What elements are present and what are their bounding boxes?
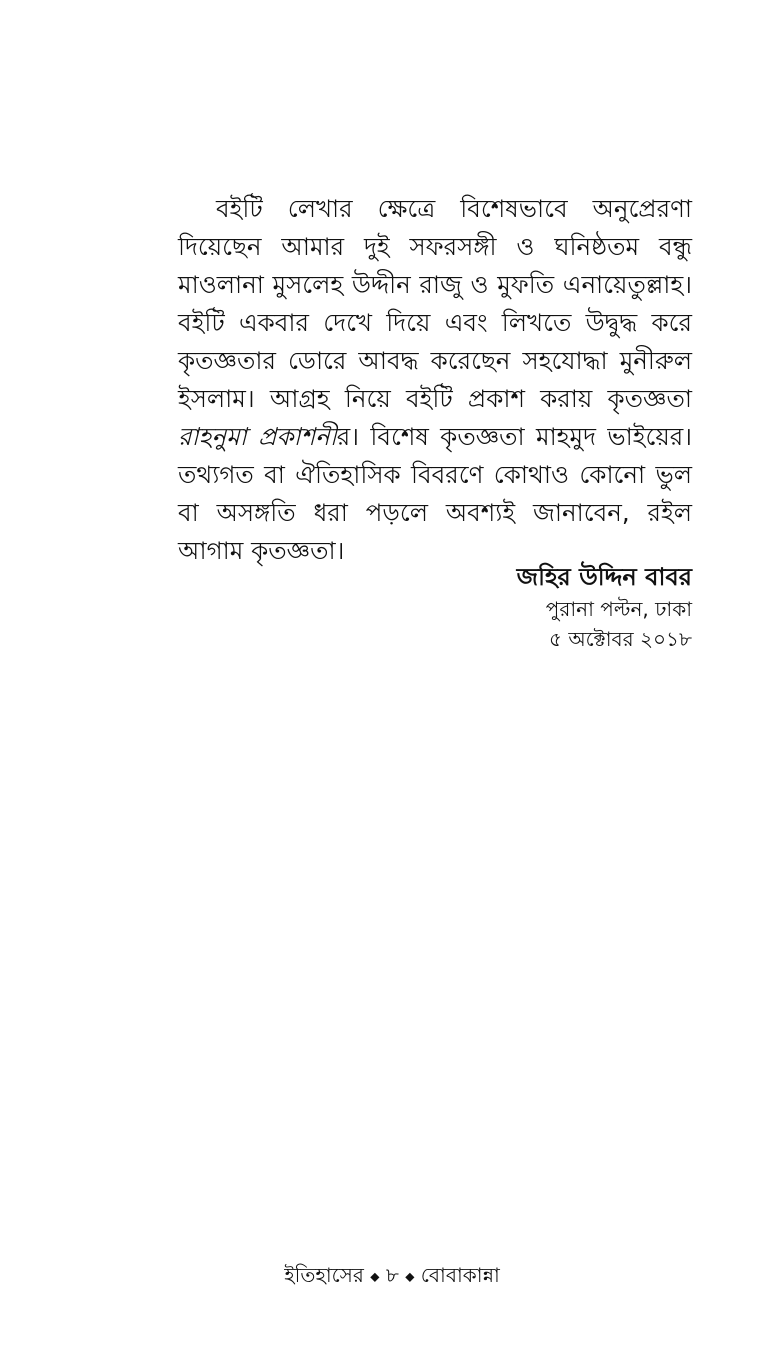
footer-book-title-left: ইতিহাসের bbox=[284, 1263, 364, 1287]
signature-place: পুরানা পল্টন, ঢাকা bbox=[545, 597, 692, 621]
author-name: জহির উদ্দিন বাবর bbox=[516, 563, 692, 591]
diamond-separator-icon: ◆ bbox=[370, 1269, 380, 1284]
signature-date: ৫ অক্টোবর ২০১৮ bbox=[548, 627, 692, 651]
signature-block bbox=[517, 560, 692, 654]
page-number: ৮ bbox=[385, 1263, 399, 1287]
paragraph-text-start: বইটি লেখার ক্ষেত্রে বিশেষভাবে অনুপ্রেরণা দিয়েছেন আমার দুই সফরসঙ্গী ও ঘনিষ্ঠতম বন্ধু মাওলানা মুসলেহ উদ্দীন রাজু ও মুফতি এনায়েতুল্লাহ। বইটি একবার দেখে দিয়ে এবং লিখতে উদ্বুদ্ধ করে কৃতজ্ঞতার ডোরে আবদ্ধ করেছেন সহযোদ্ধা মুনীরুল ইসলাম। আগ্রহ নিয়ে বইটি প্রকাশ করায় কৃতজ্ঞতা bbox=[178, 194, 692, 413]
acknowledgement-paragraph bbox=[178, 190, 692, 570]
page-footer bbox=[0, 1260, 784, 1292]
footer-book-title-right: বোবাকান্না bbox=[420, 1263, 500, 1287]
diamond-separator-icon: ◆ bbox=[405, 1269, 415, 1284]
publisher-name: রাহনুমা প্রকাশনী bbox=[178, 422, 337, 451]
paragraph-text-end: র। বিশেষ কৃতজ্ঞতা মাহমুদ ভাইয়ের। তথ্যগত বা ঐতিহাসিক বিবরণে কোথাও কোনো ভুল বা অসঙ্গতি ধরা পড়লে অবশ্যই জানাবেন, রইল আগাম কৃতজ্ঞতা। bbox=[178, 422, 692, 565]
